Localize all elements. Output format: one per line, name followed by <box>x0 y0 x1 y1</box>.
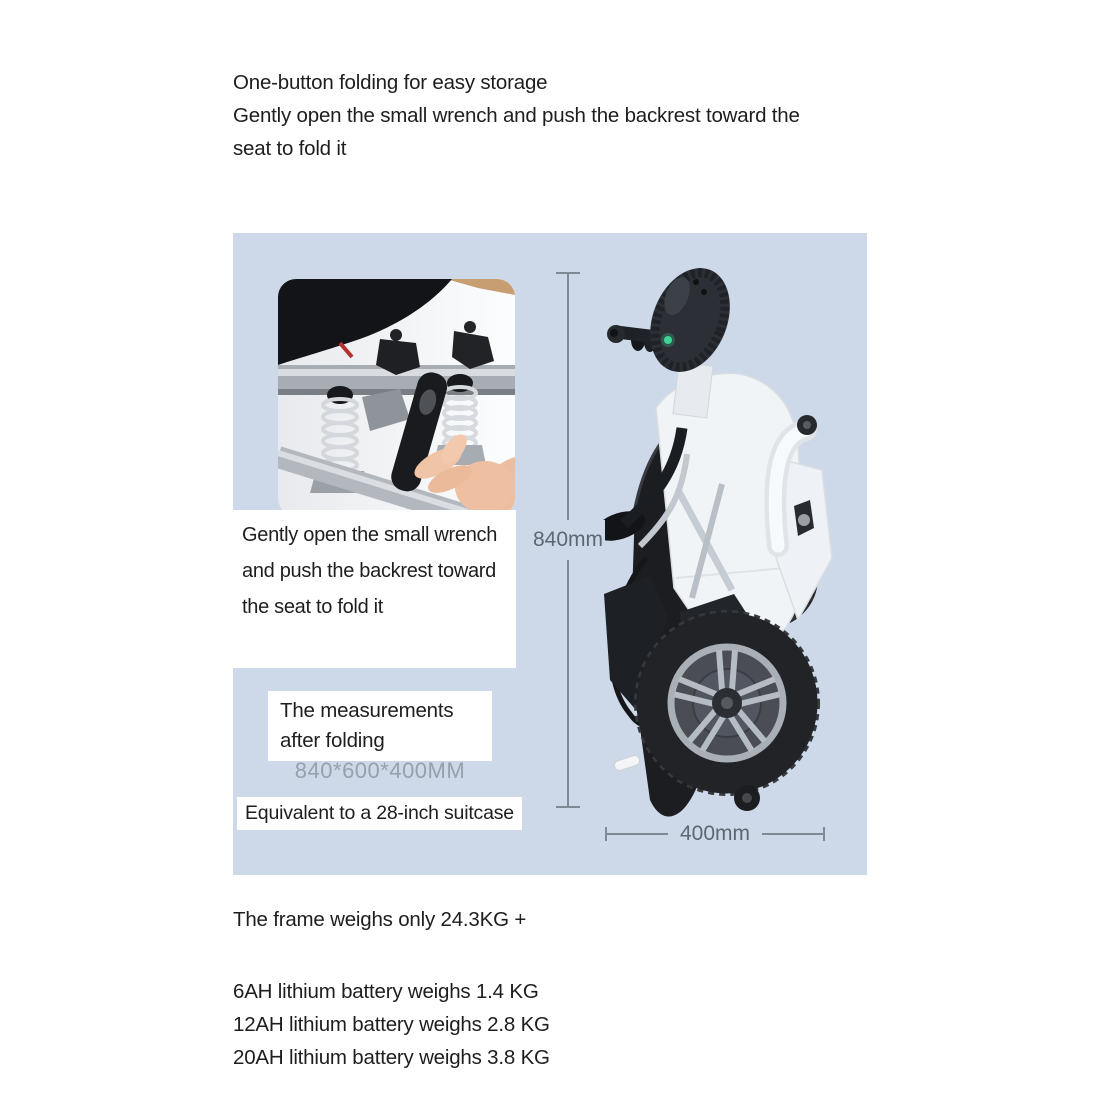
drive-wheel <box>637 613 817 793</box>
wrench-closeup-photo <box>278 279 515 516</box>
frame-weight-text: The frame weighs only 24.3KG + <box>233 908 527 931</box>
wrench-closeup-illustration <box>278 279 515 516</box>
measurements-title-line-2: after folding <box>280 729 385 752</box>
inset-caption-box <box>233 510 516 668</box>
caption-line-1: Gently open the small wrench <box>242 524 498 546</box>
height-dimension-line <box>532 272 604 808</box>
folded-dimensions-value: 840*600*400MM <box>294 758 466 783</box>
intro-line-3: seat to fold it <box>233 137 347 160</box>
axle-peg <box>613 754 641 772</box>
measurements-title-box <box>268 691 492 761</box>
width-dimension-label: 400mm <box>668 820 762 848</box>
caption-line-2: and push the backrest toward <box>242 560 496 582</box>
intro-text <box>233 66 800 165</box>
intro-line-2: Gently open the small wrench and push the backrest toward the <box>233 104 800 127</box>
dimension-tick <box>556 806 580 808</box>
battery-weight-12ah: 12AH lithium battery weighs 2.8 KG <box>233 1013 550 1036</box>
caster-wheel <box>734 785 760 811</box>
caption-line-3: the seat to fold it <box>242 596 384 618</box>
width-dimension-line <box>605 822 825 845</box>
measurements-title-line-1: The measurements <box>280 699 454 722</box>
height-dimension-label: 840mm <box>531 520 605 560</box>
weight-specs <box>233 908 550 1069</box>
power-led <box>664 336 672 344</box>
folded-wheelchair-image <box>580 258 880 874</box>
suitcase-equivalent-box: Equivalent to a 28-inch suitcase <box>237 797 522 830</box>
battery-weight-list <box>233 975 550 1074</box>
battery-weight-20ah: 20AH lithium battery weighs 3.8 KG <box>233 1046 550 1069</box>
intro-line-1: One-button folding for easy storage <box>233 71 548 94</box>
folding-showcase-panel <box>233 233 867 875</box>
battery-weight-6ah: 6AH lithium battery weighs 1.4 KG <box>233 980 539 1003</box>
dimension-tick <box>823 827 825 841</box>
folded-wheelchair-illustration <box>580 258 880 874</box>
